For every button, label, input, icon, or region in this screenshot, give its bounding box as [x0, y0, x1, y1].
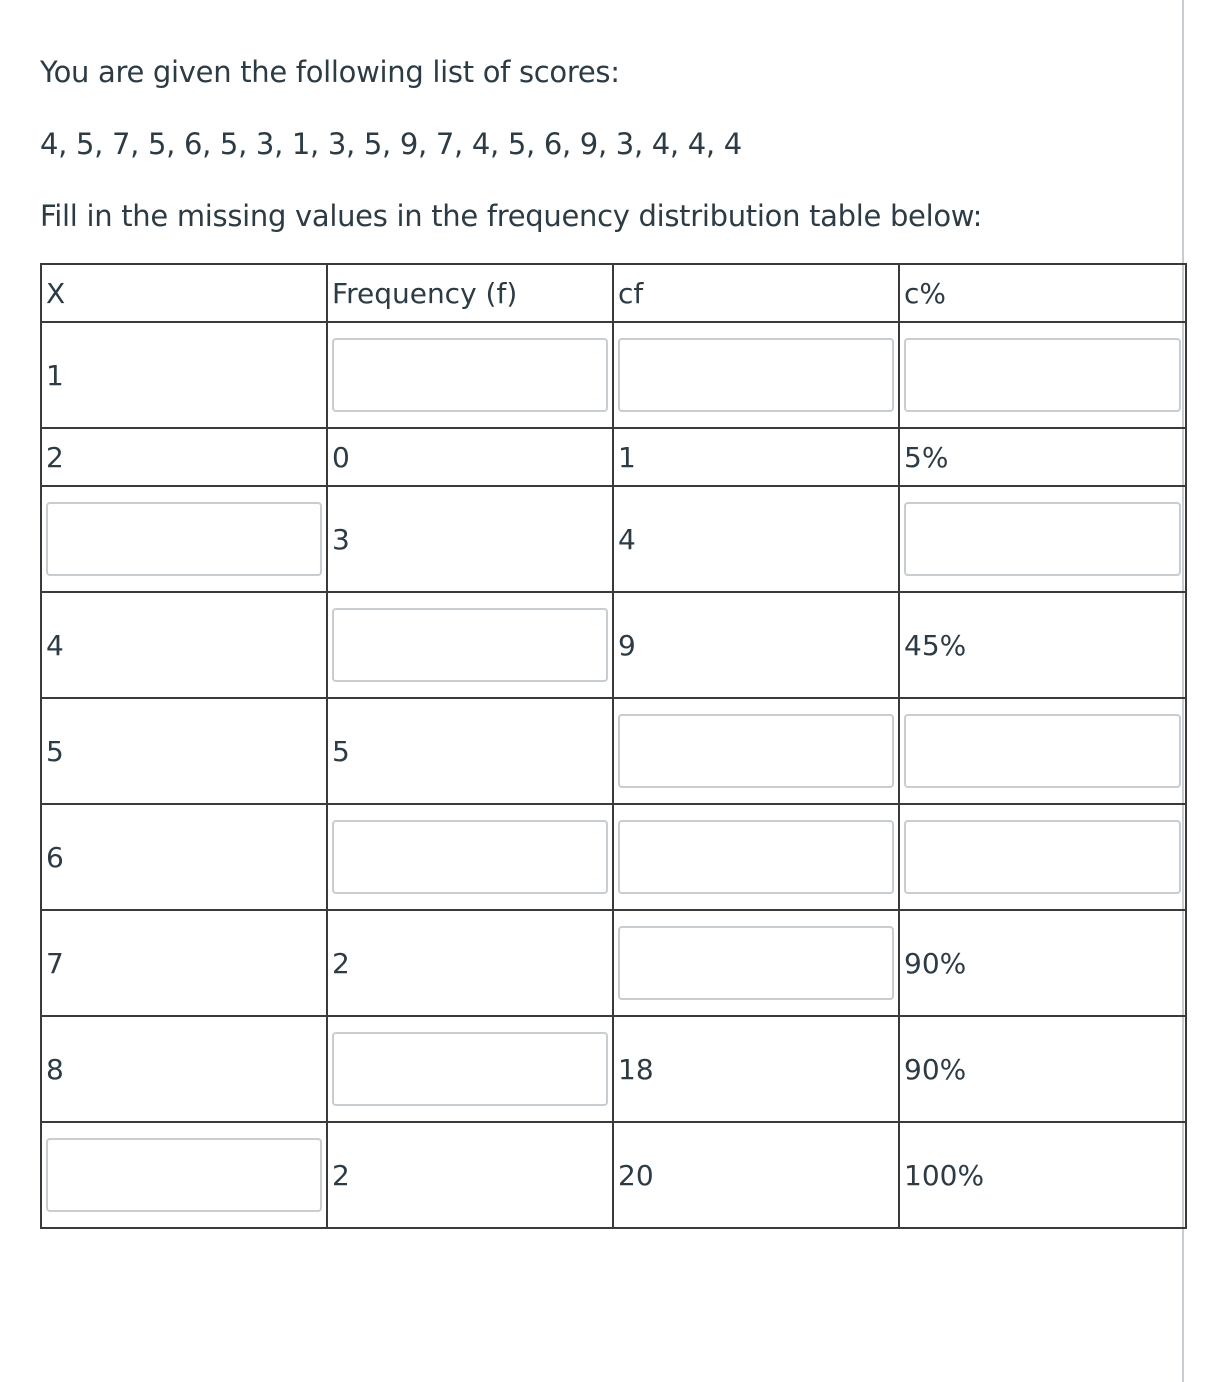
question-intro: You are given the following list of scores:: [40, 55, 620, 89]
cell-cf: [613, 910, 899, 1016]
cell-x: 1: [41, 322, 327, 428]
table-row: [41, 486, 1186, 592]
cell-x: 8: [41, 1016, 327, 1122]
cell-cf: [613, 804, 899, 910]
table-row: [41, 1122, 1186, 1228]
answer-input-cf[interactable]: [618, 926, 894, 1000]
score-list: 4, 5, 7, 5, 6, 5, 3, 1, 3, 5, 9, 7, 4, 5, 6, 9, 3, 4, 4, 4: [40, 127, 742, 161]
cell-cp: 45%: [899, 592, 1186, 698]
cell-cf: 1: [613, 428, 899, 486]
cell-f: 3: [327, 486, 613, 592]
header-cf: cf: [613, 264, 899, 322]
cell-x: 7: [41, 910, 327, 1016]
header-x: X: [41, 264, 327, 322]
cell-f: [327, 322, 613, 428]
answer-input-cp[interactable]: [904, 338, 1181, 412]
cell-x: 5: [41, 698, 327, 804]
frequency-distribution-table: [40, 263, 1187, 1229]
cell-x: 2: [41, 428, 327, 486]
table-row: [41, 428, 1186, 486]
cell-f: [327, 804, 613, 910]
cell-cp: 100%: [899, 1122, 1186, 1228]
question-instruction: Fill in the missing values in the frequency distribution table below:: [40, 199, 983, 233]
answer-input-cf[interactable]: [618, 820, 894, 894]
header-c-percent: c%: [899, 264, 1186, 322]
cell-cf: 20: [613, 1122, 899, 1228]
cell-cp: [899, 322, 1186, 428]
cell-cp: [899, 804, 1186, 910]
answer-input-f[interactable]: [332, 608, 608, 682]
cell-cp: 90%: [899, 1016, 1186, 1122]
table-row: [41, 322, 1186, 428]
cell-cf: [613, 322, 899, 428]
cell-f: [327, 592, 613, 698]
cell-cf: [613, 698, 899, 804]
answer-input-cp[interactable]: [904, 820, 1181, 894]
cell-f: [327, 1016, 613, 1122]
answer-input-cf[interactable]: [618, 338, 894, 412]
cell-x: 4: [41, 592, 327, 698]
cell-f: 2: [327, 910, 613, 1016]
answer-input-f[interactable]: [332, 338, 608, 412]
cell-cf: 18: [613, 1016, 899, 1122]
cell-cp: [899, 486, 1186, 592]
answer-input-x[interactable]: [46, 1138, 322, 1212]
cell-cf: 9: [613, 592, 899, 698]
answer-input-cp[interactable]: [904, 714, 1181, 788]
answer-input-x[interactable]: [46, 502, 322, 576]
table-row: [41, 1016, 1186, 1122]
cell-cp: 90%: [899, 910, 1186, 1016]
table-row: [41, 910, 1186, 1016]
cell-cp: 5%: [899, 428, 1186, 486]
table-row: [41, 804, 1186, 910]
cell-x: 6: [41, 804, 327, 910]
table-row: [41, 592, 1186, 698]
answer-input-f[interactable]: [332, 820, 608, 894]
answer-input-f[interactable]: [332, 1032, 608, 1106]
answer-input-cp[interactable]: [904, 502, 1181, 576]
table-header-row: [41, 264, 1186, 322]
cell-cf: 4: [613, 486, 899, 592]
header-frequency: Frequency (f): [327, 264, 613, 322]
cell-f: 5: [327, 698, 613, 804]
cell-f: 2: [327, 1122, 613, 1228]
cell-x: [41, 486, 327, 592]
cell-x: [41, 1122, 327, 1228]
cell-f: 0: [327, 428, 613, 486]
answer-input-cf[interactable]: [618, 714, 894, 788]
cell-cp: [899, 698, 1186, 804]
table-row: [41, 698, 1186, 804]
